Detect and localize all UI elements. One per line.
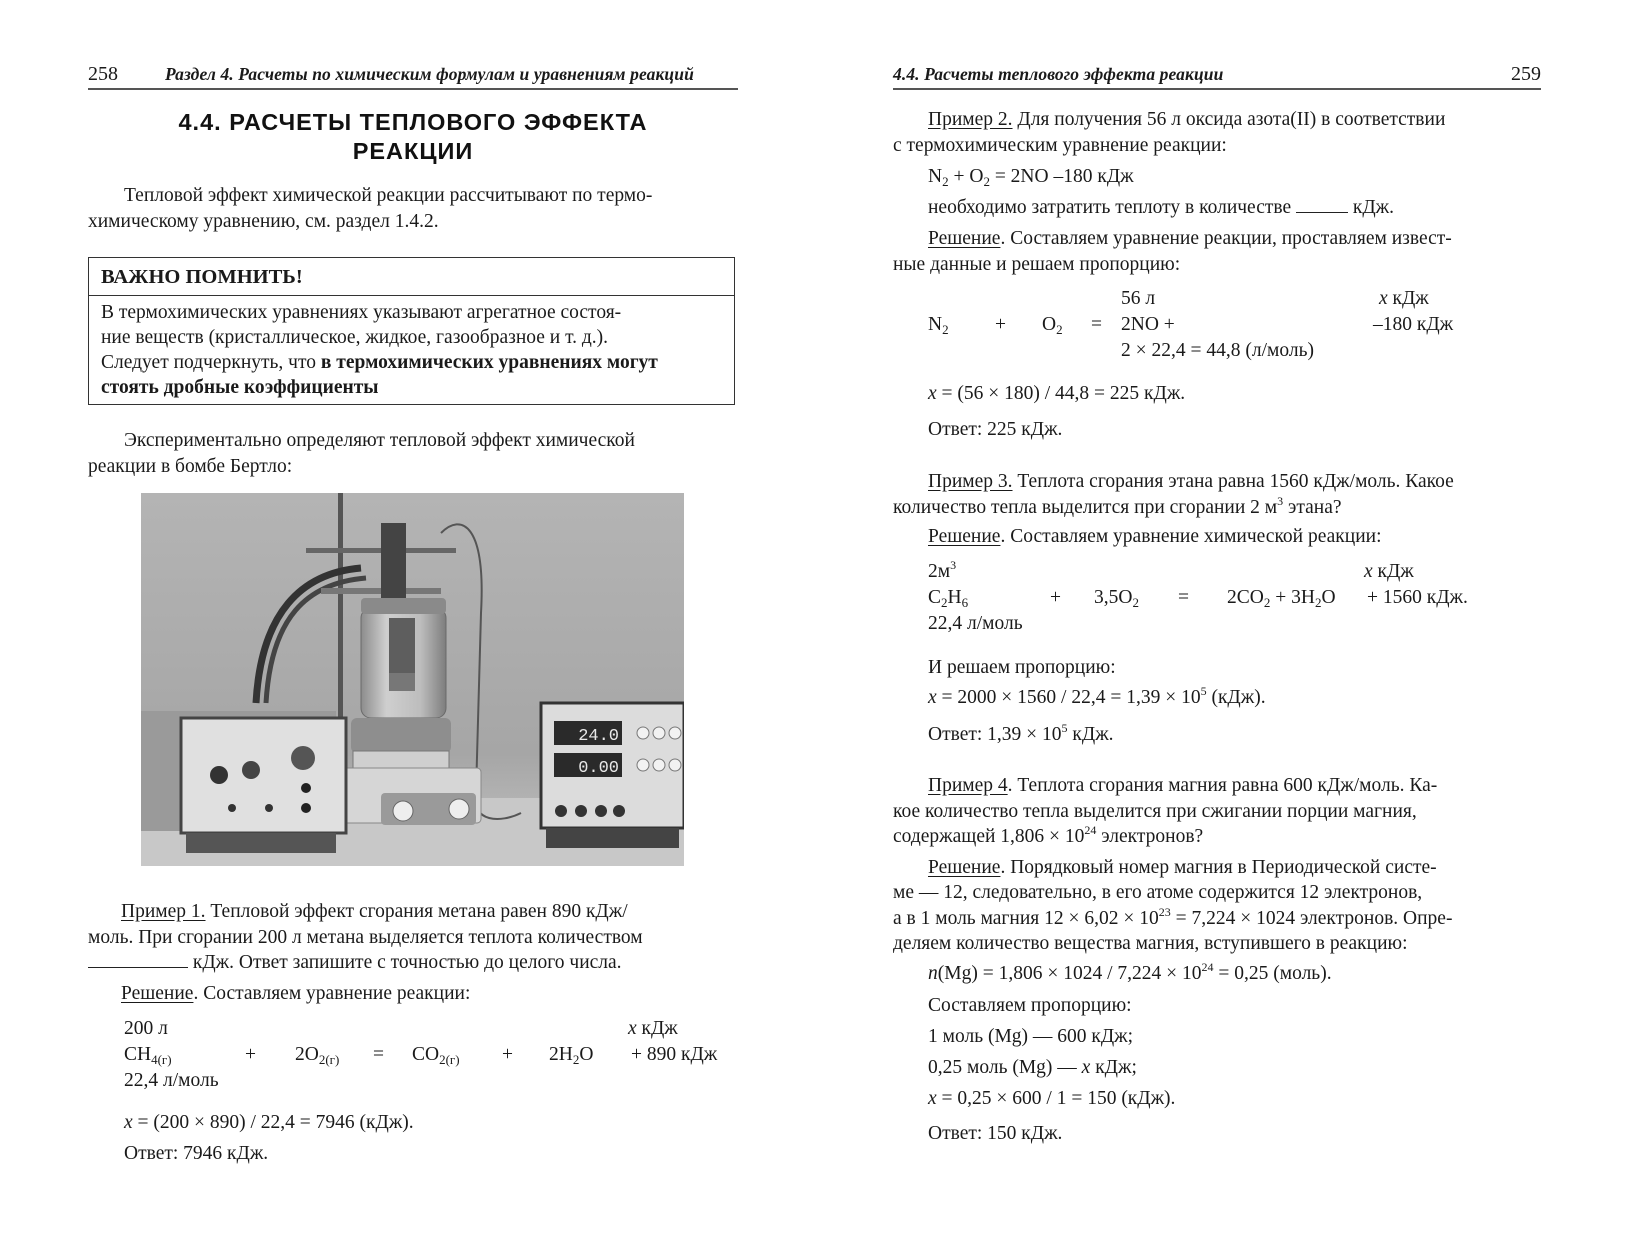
plain-text: + 3H <box>1270 587 1315 608</box>
variable: x <box>928 383 937 404</box>
eq-term <box>928 585 968 610</box>
plain-text: кДж <box>1392 288 1429 309</box>
variable: x <box>1379 288 1388 309</box>
eq-label <box>628 1016 678 1041</box>
superscript: 24 <box>1084 823 1097 837</box>
eq-term <box>1094 585 1139 610</box>
display-bottom: 0.00 <box>578 759 619 778</box>
plain-text: = 2000 × 1560 / 22,4 = 1,39 × 10 <box>936 687 1201 708</box>
plain-text: электронов? <box>1096 826 1204 847</box>
subscript: 2 <box>1314 595 1322 610</box>
example-4-calculation <box>928 1086 1175 1111</box>
proportion-line <box>928 1055 1137 1080</box>
subscript: 6 <box>961 595 969 610</box>
answer-blank <box>88 951 188 968</box>
left-page <box>88 0 738 1252</box>
eq-term <box>1042 312 1063 337</box>
solution-label: Решение <box>928 526 1001 547</box>
eq-term <box>549 1042 593 1067</box>
eq-heat: –180 кДж <box>1373 314 1454 335</box>
plain-text: содержащей 1,806 × 10 <box>893 826 1085 847</box>
answer-blank <box>1296 196 1348 213</box>
eq-label: 22,4 л/моль <box>124 1070 219 1091</box>
eq-term <box>1227 585 1336 610</box>
plain-text: 2CO <box>1227 587 1264 608</box>
example-4-moles <box>928 961 1332 986</box>
variable: x <box>928 687 937 708</box>
text-line <box>101 375 722 400</box>
variable: n <box>928 963 938 984</box>
eq-term <box>928 312 949 337</box>
plain-text: кДж. <box>1067 724 1114 745</box>
subscript: 2 <box>941 595 948 610</box>
example-label: Пример 3. <box>928 471 1013 492</box>
subscript: 2 <box>1263 595 1271 610</box>
superscript: 3 <box>950 558 957 572</box>
plain-text: O <box>579 1044 594 1065</box>
text-line: ние веществ (кристаллическое, жидкое, газообразное и т. д.). <box>101 327 609 348</box>
example-label: Пример 4 <box>928 775 1008 796</box>
page-number: 259 <box>1511 63 1541 85</box>
subscript: 2 <box>572 1052 580 1067</box>
plain-text: . Теплота сгорания магния равна 600 кДж/моль. Ка- <box>1007 775 1438 796</box>
subscript: 2 <box>1056 322 1063 337</box>
running-head: 4.4. Расчеты теплового эффекта реакции <box>893 64 1224 84</box>
plain-text: = 2NO –180 кДж <box>989 166 1134 187</box>
plain-text: O <box>969 166 984 187</box>
example-2-solution <box>893 226 1541 277</box>
right-page <box>893 0 1541 1252</box>
text-line <box>893 495 1541 521</box>
plain-text: O <box>1042 314 1057 335</box>
eq-label: 56 л <box>1121 288 1156 309</box>
plain-text: O <box>1321 587 1336 608</box>
text-line: В термохимических уравнениях указывают агрегатное состоя- <box>101 302 622 323</box>
example-3 <box>893 469 1541 550</box>
plain-text: (Mg) = 1,806 × 1024 / 7,224 × 10 <box>937 963 1202 984</box>
subscript: 2 <box>942 322 949 337</box>
eq-term: 2NO + <box>1121 314 1175 335</box>
subscript: 2(г) <box>439 1052 460 1067</box>
eq-operator: + <box>995 314 1006 335</box>
plain-text: C <box>928 587 942 608</box>
superscript: 24 <box>1201 960 1214 974</box>
section-title <box>88 108 738 166</box>
plain-text: (кДж). <box>1206 687 1266 708</box>
plain-text: . Составляем уравнение реакции, проставляем извест- <box>1000 228 1452 249</box>
eq-label <box>1364 559 1414 584</box>
example-2-equation: $N_2 + O_2 = 2NO$ –180 кДж <box>928 166 1134 189</box>
text-line <box>893 469 1541 495</box>
text-line <box>893 855 1541 881</box>
plain-text: Следует подчеркнуть, что <box>101 352 321 373</box>
solution-label: Решение <box>121 982 194 1004</box>
text-line: ме — 12, следовательно, в его атоме содержится 12 электронов, <box>893 882 1423 903</box>
variable: x <box>928 1088 937 1109</box>
display-top: 24.0 <box>578 727 619 746</box>
subscript: 2(г) <box>318 1052 340 1067</box>
variable: x <box>124 1112 133 1133</box>
important-box-heading: ВАЖНО ПОМНИТЬ! <box>89 258 734 296</box>
solution-label: Решение <box>928 228 1001 249</box>
important-box-body <box>89 296 734 400</box>
example-3-calculation <box>928 685 1266 710</box>
plain-text: Ответ: 1,39 × 10 <box>928 724 1062 745</box>
plain-text: N <box>928 166 943 187</box>
plain-text: этана? <box>1283 496 1342 518</box>
eq-term <box>124 1042 172 1067</box>
example-2-question <box>928 195 1394 220</box>
superscript: 23 <box>1158 904 1171 919</box>
plain-text: 2м <box>928 561 951 582</box>
eq-label <box>1379 286 1429 311</box>
plain-text: кДж. <box>1348 197 1394 218</box>
text-line <box>893 824 1541 850</box>
eq-heat: + 890 кДж <box>631 1044 718 1065</box>
text-line: Тепловой эффект химической реакции рассчитывают по термо- <box>124 185 653 206</box>
eq-operator: = <box>373 1044 384 1065</box>
text-line: моль. При сгорании 200 л метана выделяется теплота количеством <box>88 926 643 948</box>
plain-text: . Порядковый номер магния в Периодической систе- <box>1000 856 1437 878</box>
text-line: кое количество тепла выделится при сжигании порции магния, <box>893 800 1417 822</box>
intro-paragraph <box>88 183 738 234</box>
example-2-calculation <box>928 381 1185 406</box>
plain-text: 2O <box>295 1044 319 1065</box>
variable: x <box>1081 1057 1091 1078</box>
eq-operator: + <box>502 1044 513 1065</box>
subscript: 2 <box>983 174 990 189</box>
plain-text: 2H <box>549 1044 573 1065</box>
example-label: Пример 2. <box>928 109 1013 130</box>
plain-text: H <box>947 587 962 608</box>
eq-operator: + <box>245 1044 256 1065</box>
text-line <box>88 899 738 925</box>
experiment-paragraph <box>88 428 738 479</box>
text-line <box>88 950 738 976</box>
example-4 <box>893 773 1541 957</box>
example-2 <box>893 107 1541 158</box>
example-1-calculation <box>124 1110 414 1135</box>
example-1 <box>88 899 738 1006</box>
running-head: Раздел 4. Расчеты по химическим формулам и уравнениям реакций <box>165 64 694 84</box>
text-line: Экспериментально определяют тепловой эффект химической <box>124 430 635 451</box>
header-rule <box>88 88 738 90</box>
plain-text: кДж <box>641 1018 678 1039</box>
eq-heat: + 1560 кДж. <box>1367 587 1468 608</box>
text-line: деляем количество вещества магния, вступившего в реакцию: <box>893 933 1408 954</box>
plain-text: 3,5O <box>1094 587 1133 608</box>
section-title-line: РЕАКЦИИ <box>352 138 474 164</box>
text-line: ные данные и решаем пропорцию: <box>893 253 1181 275</box>
example-label: Пример 1. <box>121 901 206 922</box>
text-line <box>88 981 738 1007</box>
page-number: 258 <box>88 63 118 85</box>
example-3-answer <box>928 722 1114 747</box>
plain-text: кДж; <box>1090 1057 1137 1078</box>
plain-text: = (56 × 180) / 44,8 = 225 кДж. <box>936 383 1186 404</box>
eq-label: 2 × 22,4 = 44,8 (л/моль) <box>1121 340 1314 361</box>
text-line <box>893 107 1541 133</box>
plain-text: количество тепла выделится при сгорании 2 м <box>893 496 1278 518</box>
plain-text: . Составляем уравнение химической реакции: <box>1000 526 1382 547</box>
proportion-label: Составляем пропорцию: <box>928 995 1132 1016</box>
example-1-answer: Ответ: 7946 кДж. <box>124 1143 269 1164</box>
eq-label <box>928 559 956 584</box>
subscript: 4(г) <box>151 1052 172 1067</box>
calorimeter-apparatus-icon <box>141 493 684 866</box>
plain-text: кДж <box>1377 561 1414 582</box>
plain-text: = 0,25 (моль). <box>1213 963 1332 984</box>
plain-text: кДж. Ответ запишите с точностью до целого числа. <box>188 952 622 973</box>
superscript: 3 <box>1277 493 1284 508</box>
plain-text: . Составляем уравнение реакции: <box>193 982 471 1004</box>
plain-text: Тепловой эффект сгорания метана равен 890 кДж/ <box>205 901 628 922</box>
plain-text: Для получения 56 л оксида азота(II) в соответствии <box>1012 109 1446 130</box>
eq-operator: = <box>1178 587 1189 608</box>
bold-text: в термохимических уравнениях могут <box>320 352 658 373</box>
text-line: с термохимическим уравнение реакции: <box>893 134 1227 156</box>
plain-text: необходимо затратить теплоту в количестве <box>928 197 1296 218</box>
plain-text: а в 1 моль магния 12 × 6,02 × 10 <box>893 907 1159 929</box>
text-line <box>893 524 1541 550</box>
solution-label: Решение <box>928 856 1001 878</box>
plain-text: CO <box>412 1044 440 1065</box>
example-4-answer: Ответ: 150 кДж. <box>928 1123 1063 1144</box>
text-line: реакции в бомбе Бертло: <box>88 455 293 477</box>
eq-operator: = <box>1091 314 1102 335</box>
example-2-answer: Ответ: 225 кДж. <box>928 419 1063 440</box>
berthelot-bomb-photo <box>141 493 684 866</box>
superscript: 5 <box>1061 721 1068 735</box>
text-line: химическому уравнению, см. раздел 1.4.2. <box>88 210 439 232</box>
header-rule <box>893 88 1541 90</box>
plain-text: 0,25 моль (Mg) — <box>928 1057 1082 1078</box>
text-line <box>893 906 1541 932</box>
superscript: 5 <box>1200 684 1207 698</box>
bold-text: стоять дробные коэффициенты <box>101 377 379 398</box>
plain-text: CH <box>124 1044 152 1065</box>
plain-text: = (200 × 890) / 22,4 = 7946 (кДж). <box>132 1112 414 1133</box>
variable: x <box>628 1018 637 1039</box>
eq-operator: + <box>1050 587 1061 608</box>
eq-label: 200 л <box>124 1018 168 1039</box>
subscript: 2 <box>942 174 949 189</box>
text-line <box>893 773 1541 799</box>
text-line <box>101 350 722 375</box>
plain-text: = 7,224 × 1024 электронов. Опре- <box>1170 907 1453 929</box>
plain-text: = 0,25 × 600 / 1 = 150 (кДж). <box>936 1088 1176 1109</box>
eq-term <box>295 1042 339 1067</box>
proportion-line: 1 моль (Mg) — 600 кДж; <box>928 1026 1134 1047</box>
section-title-line: 4.4. РАСЧЕТЫ ТЕПЛОВОГО ЭФФЕКТА <box>178 109 648 135</box>
eq-term <box>412 1042 460 1067</box>
eq-label: 22,4 л/моль <box>928 613 1023 634</box>
important-box <box>88 257 735 405</box>
text-line <box>893 226 1541 252</box>
plain-text: N <box>928 314 943 335</box>
subscript: 2 <box>1132 595 1139 610</box>
variable: x <box>1364 561 1373 582</box>
plain-text: Теплота сгорания этана равна 1560 кДж/моль. Какое <box>1012 471 1454 492</box>
proportion-label: И решаем пропорцию: <box>928 657 1116 678</box>
